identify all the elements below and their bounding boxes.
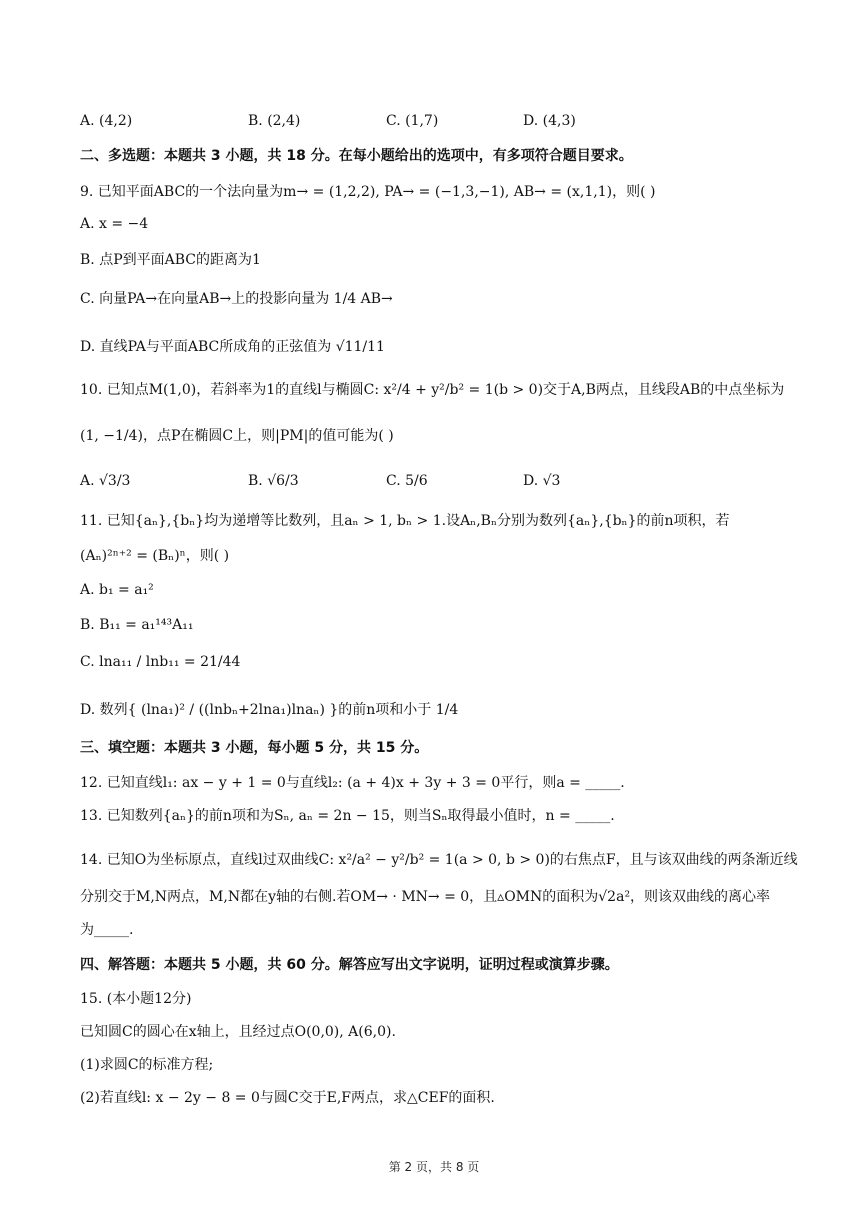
q10-option-c: C. 5/6 — [386, 473, 428, 489]
q13-stem: 13. 已知数列{aₙ}的前n项和为Sₙ, aₙ = 2n − 15，则当Sₙ取得最小值时，n = _____. — [80, 808, 615, 824]
q14-stem-line1: 14. 已知O为坐标原点，直线l过双曲线C: x²/a² − y²/b² = 1(a > 0, b > 0)的右焦点F，且与该双曲线的两条渐近线 — [80, 852, 798, 868]
section-fill-in-heading: 三、填空题：本题共 3 小题，每小题 5 分，共 15 分。 — [80, 740, 429, 756]
q15-stem: 已知圆C的圆心在x轴上，且经过点O(0,0), A(6,0). — [80, 1024, 396, 1040]
q11-option-a: A. b₁ = a₁² — [80, 582, 154, 598]
q10-option-a: A. √3/3 — [80, 473, 131, 489]
q8-option-b: B. (2,4) — [248, 113, 301, 129]
page-footer: 第 2 页，共 8 页 — [388, 1160, 480, 1174]
q11-option-d: D. 数列{ (lna₁)² / ((lnbₙ+2lna₁)lnaₙ) }的前n项和小于 1/4 — [80, 702, 459, 718]
q10-option-b: B. √6/3 — [248, 473, 299, 489]
q11-option-b: B. B₁₁ = a₁¹⁴³A₁₁ — [80, 617, 194, 633]
q8-option-d: D. (4,3) — [523, 113, 576, 129]
q10-stem-line1: 10. 已知点M(1,0)，若斜率为1的直线l与椭圆C: x²/4 + y²/b² = 1(b > 0)交于A,B两点，且线段AB的中点坐标为 — [80, 382, 785, 398]
q8-options — [80, 113, 780, 135]
q15-title: 15. (本小题12分) — [80, 991, 192, 1007]
q15-part1: (1)求圆C的标准方程; — [80, 1057, 214, 1073]
q14-stem-line2: 分别交于M,N两点，M,N都在y轴的右侧.若OM→ · MN→ = 0，且▵OMN的面积为√2a²，则该双曲线的离心率 — [80, 889, 771, 905]
q10-options — [80, 473, 780, 495]
q8-option-c: C. (1,7) — [386, 113, 439, 129]
q9-option-a: A. x = −4 — [80, 216, 149, 232]
section-solutions-heading: 四、解答题：本题共 5 小题，共 60 分。解答应写出文字说明，证明过程或演算步骤。 — [80, 957, 619, 973]
q9-option-d: D. 直线PA与平面ABC所成角的正弦值为 √11/11 — [80, 339, 385, 355]
q11-option-c: C. lna₁₁ / lnb₁₁ = 21/44 — [80, 654, 241, 670]
q10-stem-line2: (1, −1/4)，点P在椭圆C上，则|PM|的值可能为( ) — [80, 428, 394, 444]
section-multiple-choice-heading: 二、多选题：本题共 3 小题，共 18 分。在每小题给出的选项中，有多项符合题目要求。 — [80, 148, 633, 164]
q14-stem-line3: 为_____. — [80, 922, 134, 938]
q8-option-a: A. (4,2) — [80, 113, 133, 129]
q9-option-c: C. 向量PA→在向量AB→上的投影向量为 1/4 AB→ — [80, 291, 393, 307]
q9-option-b: B. 点P到平面ABC的距离为1 — [80, 252, 261, 268]
q11-stem-line1: 11. 已知{aₙ},{bₙ}均为递增等比数列，且aₙ > 1, bₙ > 1.设Aₙ,Bₙ分别为数列{aₙ},{bₙ}的前n项积，若 — [80, 513, 730, 529]
q9-stem: 9. 已知平面ABC的一个法向量为m→ = (1,2,2), PA→ = (−1,3,−1), AB→ = (x,1,1)，则( ) — [80, 184, 656, 200]
q12-stem: 12. 已知直线l₁: ax − y + 1 = 0与直线l₂: (a + 4)x + 3y + 3 = 0平行，则a = _____. — [80, 775, 625, 791]
q10-option-d: D. √3 — [523, 473, 561, 489]
q15-part2: (2)若直线l: x − 2y − 8 = 0与圆C交于E,F两点，求△CEF的面积. — [80, 1090, 495, 1106]
q11-stem-line2: (Aₙ)²ⁿ⁺² = (Bₙ)ⁿ，则( ) — [80, 548, 230, 564]
